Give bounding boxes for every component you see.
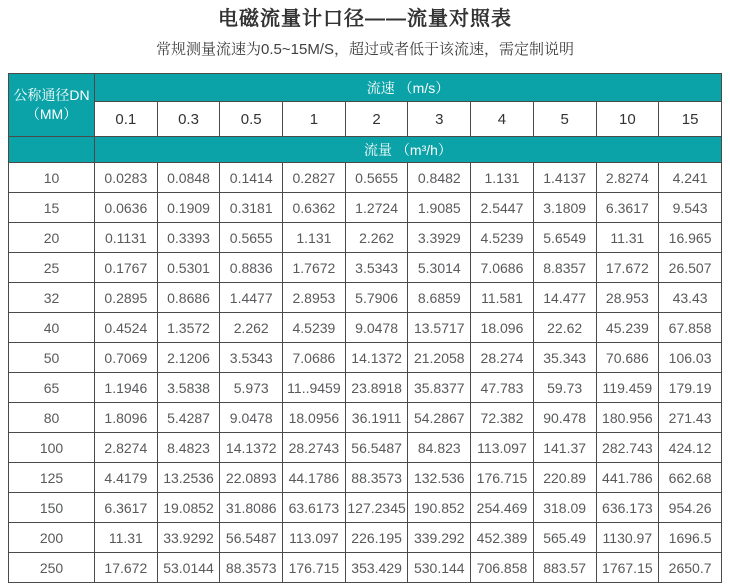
table-row [9, 403, 722, 433]
flow-value-cell: 88.3573 [220, 553, 283, 583]
flow-value-cell: 2650.7 [659, 553, 722, 583]
flow-value-cell: 28.953 [596, 283, 659, 313]
dn-cell: 32 [9, 283, 95, 313]
flow-value-cell: 0.1909 [157, 193, 220, 223]
flow-value-cell: 7.0686 [471, 253, 534, 283]
flow-value-cell: 72.382 [471, 403, 534, 433]
flow-row-corner-cell [9, 137, 95, 163]
flow-value-cell: 22.62 [533, 313, 596, 343]
dn-cell: 40 [9, 313, 95, 343]
dn-cell: 10 [9, 163, 95, 193]
flow-value-cell: 11.31 [95, 523, 158, 553]
flow-value-cell: 26.507 [659, 253, 722, 283]
flow-value-cell: 4.4179 [95, 463, 158, 493]
flow-value-cell: 0.0283 [95, 163, 158, 193]
flow-value-cell: 0.5655 [220, 223, 283, 253]
flow-value-cell: 8.6859 [408, 283, 471, 313]
flow-value-cell: 662.68 [659, 463, 722, 493]
flow-value-cell: 176.715 [471, 463, 534, 493]
flow-value-cell: 318.09 [533, 493, 596, 523]
flow-value-cell: 28.2743 [283, 433, 346, 463]
flow-value-cell: 90.478 [533, 403, 596, 433]
flow-value-cell: 56.5487 [345, 433, 408, 463]
dn-cell: 80 [9, 403, 95, 433]
velocity-column-header: 15 [659, 102, 722, 137]
flow-value-cell: 1.4477 [220, 283, 283, 313]
flow-value-cell: 53.0144 [157, 553, 220, 583]
dn-cell: 20 [9, 223, 95, 253]
flow-value-cell: 0.1414 [220, 163, 283, 193]
flow-value-cell: 9.543 [659, 193, 722, 223]
flow-value-cell: 67.858 [659, 313, 722, 343]
flow-header-row [9, 137, 722, 163]
flow-value-cell: 13.5717 [408, 313, 471, 343]
flow-value-cell: 4.5239 [283, 313, 346, 343]
flow-value-cell: 106.03 [659, 343, 722, 373]
flow-value-cell: 59.73 [533, 373, 596, 403]
flow-value-cell: 18.0956 [283, 403, 346, 433]
dn-cell: 150 [9, 493, 95, 523]
table-row [9, 553, 722, 583]
velocity-column-header: 0.1 [95, 102, 158, 137]
flow-value-cell: 339.292 [408, 523, 471, 553]
velocity-column-header: 4 [471, 102, 534, 137]
flow-value-cell: 0.0636 [95, 193, 158, 223]
flow-value-cell: 1767.15 [596, 553, 659, 583]
flow-value-cell: 54.2867 [408, 403, 471, 433]
flow-value-cell: 1.9085 [408, 193, 471, 223]
velocity-column-header: 1 [283, 102, 346, 137]
flow-value-cell: 220.89 [533, 463, 596, 493]
flow-value-cell: 28.274 [471, 343, 534, 373]
flow-value-cell: 19.0852 [157, 493, 220, 523]
flow-value-cell: 1.2724 [345, 193, 408, 223]
table-row [9, 343, 722, 373]
flow-value-cell: 706.858 [471, 553, 534, 583]
velocity-column-header: 2 [345, 102, 408, 137]
flow-value-cell: 0.5655 [345, 163, 408, 193]
flow-value-cell: 176.715 [283, 553, 346, 583]
flow-value-cell: 17.672 [95, 553, 158, 583]
flow-value-cell: 2.1206 [157, 343, 220, 373]
flow-value-cell: 21.2058 [408, 343, 471, 373]
table-row [9, 163, 722, 193]
velocity-column-header: 10 [596, 102, 659, 137]
flow-value-cell: 565.49 [533, 523, 596, 553]
flow-value-cell: 0.8482 [408, 163, 471, 193]
flow-value-cell: 11..9459 [283, 373, 346, 403]
flow-value-cell: 0.8686 [157, 283, 220, 313]
flow-value-cell: 14.477 [533, 283, 596, 313]
flow-value-cell: 16.965 [659, 223, 722, 253]
flow-value-cell: 6.3617 [95, 493, 158, 523]
flow-value-cell: 127.2345 [345, 493, 408, 523]
table-row [9, 283, 722, 313]
flow-value-cell: 47.783 [471, 373, 534, 403]
velocity-group-header: 流速 （m/s） [95, 74, 722, 102]
flow-value-cell: 1696.5 [659, 523, 722, 553]
velocity-column-header: 0.5 [220, 102, 283, 137]
flow-value-cell: 43.43 [659, 283, 722, 313]
flow-value-cell: 14.1372 [345, 343, 408, 373]
flow-value-cell: 35.343 [533, 343, 596, 373]
flow-value-cell: 424.12 [659, 433, 722, 463]
flow-value-cell: 13.2536 [157, 463, 220, 493]
flow-value-cell: 0.8836 [220, 253, 283, 283]
flow-value-cell: 23.8918 [345, 373, 408, 403]
dn-cell: 125 [9, 463, 95, 493]
flow-value-cell: 180.956 [596, 403, 659, 433]
velocity-column-header: 3 [408, 102, 471, 137]
corner-header-dn [9, 74, 95, 137]
flow-value-cell: 36.1911 [345, 403, 408, 433]
table-row [9, 523, 722, 553]
flow-value-cell: 119.459 [596, 373, 659, 403]
corner-header-line1: 公称通径DN [13, 87, 90, 103]
flow-value-cell: 1.7672 [283, 253, 346, 283]
flow-value-cell: 530.144 [408, 553, 471, 583]
flow-value-cell: 33.9292 [157, 523, 220, 553]
flow-value-cell: 18.096 [471, 313, 534, 343]
table-row [9, 313, 722, 343]
flow-value-cell: 0.3181 [220, 193, 283, 223]
flow-value-cell: 0.6362 [283, 193, 346, 223]
flow-value-cell: 282.743 [596, 433, 659, 463]
flow-value-cell: 6.3617 [596, 193, 659, 223]
flow-value-cell: 226.195 [345, 523, 408, 553]
flow-value-cell: 22.0893 [220, 463, 283, 493]
corner-header-line2: （MM） [25, 106, 78, 122]
flow-value-cell: 70.686 [596, 343, 659, 373]
flow-value-cell: 1.8096 [95, 403, 158, 433]
flow-value-cell: 17.672 [596, 253, 659, 283]
flow-value-cell: 4.5239 [471, 223, 534, 253]
flow-value-cell: 1.1946 [95, 373, 158, 403]
flow-value-cell: 1130.97 [596, 523, 659, 553]
flow-value-cell: 113.097 [471, 433, 534, 463]
flow-value-cell: 11.31 [596, 223, 659, 253]
dn-cell: 15 [9, 193, 95, 223]
flow-value-cell: 9.0478 [220, 403, 283, 433]
flow-value-cell: 0.2895 [95, 283, 158, 313]
table-row [9, 373, 722, 403]
flow-value-cell: 3.1809 [533, 193, 596, 223]
flow-value-cell: 353.429 [345, 553, 408, 583]
flow-value-cell: 2.262 [345, 223, 408, 253]
flow-value-cell: 3.5838 [157, 373, 220, 403]
flow-value-cell: 8.4823 [157, 433, 220, 463]
flow-value-cell: 271.43 [659, 403, 722, 433]
flow-value-cell: 35.8377 [408, 373, 471, 403]
table-row [9, 463, 722, 493]
flow-value-cell: 254.469 [471, 493, 534, 523]
flow-value-cell: 1.131 [471, 163, 534, 193]
flow-value-cell: 8.8357 [533, 253, 596, 283]
flow-value-cell: 14.1372 [220, 433, 283, 463]
flow-value-cell: 7.0686 [283, 343, 346, 373]
flow-value-cell: 452.389 [471, 523, 534, 553]
flow-value-cell: 0.1131 [95, 223, 158, 253]
flow-value-cell: 190.852 [408, 493, 471, 523]
table-row [9, 493, 722, 523]
flow-value-cell: 5.7906 [345, 283, 408, 313]
flow-value-cell: 2.8274 [95, 433, 158, 463]
flow-value-cell: 0.5301 [157, 253, 220, 283]
velocity-column-header: 5 [533, 102, 596, 137]
flow-value-cell: 179.19 [659, 373, 722, 403]
flow-value-cell: 2.262 [220, 313, 283, 343]
dn-cell: 200 [9, 523, 95, 553]
flow-value-cell: 883.57 [533, 553, 596, 583]
table-body [9, 163, 722, 583]
flow-value-cell: 0.1767 [95, 253, 158, 283]
flow-value-cell: 113.097 [283, 523, 346, 553]
flow-value-cell: 0.4524 [95, 313, 158, 343]
flow-value-cell: 63.6173 [283, 493, 346, 523]
velocity-column-header: 0.3 [157, 102, 220, 137]
dn-cell: 65 [9, 373, 95, 403]
flow-value-cell: 9.0478 [345, 313, 408, 343]
flow-value-cell: 2.8953 [283, 283, 346, 313]
flow-value-cell: 132.536 [408, 463, 471, 493]
dn-cell: 25 [9, 253, 95, 283]
velocity-values-row [9, 102, 722, 137]
flow-value-cell: 5.973 [220, 373, 283, 403]
dn-cell: 100 [9, 433, 95, 463]
flow-value-cell: 2.5447 [471, 193, 534, 223]
flow-value-cell: 141.37 [533, 433, 596, 463]
flow-value-cell: 3.3929 [408, 223, 471, 253]
dn-cell: 250 [9, 553, 95, 583]
flow-comparison-table [8, 73, 722, 583]
flow-group-header: 流量 （m³/h） [95, 137, 722, 163]
flow-value-cell: 1.3572 [157, 313, 220, 343]
flow-value-cell: 11.581 [471, 283, 534, 313]
flow-value-cell: 4.241 [659, 163, 722, 193]
flow-value-cell: 31.8086 [220, 493, 283, 523]
flow-value-cell: 0.7069 [95, 343, 158, 373]
flow-value-cell: 44.1786 [283, 463, 346, 493]
flow-value-cell: 56.5487 [220, 523, 283, 553]
flow-value-cell: 441.786 [596, 463, 659, 493]
flow-value-cell: 84.823 [408, 433, 471, 463]
flow-value-cell: 5.6549 [533, 223, 596, 253]
table-row [9, 253, 722, 283]
flow-value-cell: 5.3014 [408, 253, 471, 283]
flow-value-cell: 954.26 [659, 493, 722, 523]
flow-value-cell: 2.8274 [596, 163, 659, 193]
table-row [9, 193, 722, 223]
flow-value-cell: 1.131 [283, 223, 346, 253]
table-row [9, 223, 722, 253]
table-row [9, 433, 722, 463]
flow-value-cell: 1.4137 [533, 163, 596, 193]
flow-value-cell: 0.0848 [157, 163, 220, 193]
page-title: 电磁流量计口径——流量对照表 [218, 8, 512, 30]
page-subtitle: 常规测量流速为0.5~15M/S，超过或者低于该流速，需定制说明 [156, 41, 574, 58]
flow-value-cell: 5.4287 [157, 403, 220, 433]
flow-value-cell: 0.3393 [157, 223, 220, 253]
flow-value-cell: 636.173 [596, 493, 659, 523]
flow-value-cell: 0.2827 [283, 163, 346, 193]
dn-cell: 50 [9, 343, 95, 373]
flow-value-cell: 45.239 [596, 313, 659, 343]
flow-value-cell: 3.5343 [345, 253, 408, 283]
velocity-header-row [9, 74, 722, 102]
flow-value-cell: 88.3573 [345, 463, 408, 493]
flow-value-cell: 3.5343 [220, 343, 283, 373]
